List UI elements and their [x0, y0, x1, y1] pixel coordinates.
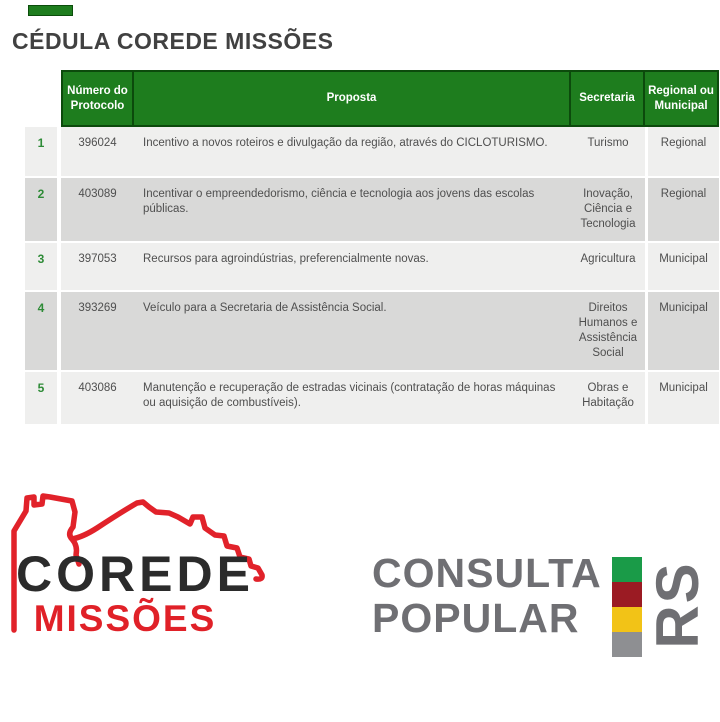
- secretaria-cell: Inovação, Ciência e Tecnologia: [571, 178, 645, 243]
- table-row: [25, 372, 719, 426]
- proposta-cell: Incentivo a novos roteiros e divulgação da região, através do CICLOTURISMO.: [134, 127, 571, 178]
- row-number-cell: 4: [25, 292, 61, 372]
- scope-cell: Municipal: [645, 243, 719, 292]
- table-row: [25, 178, 719, 243]
- bar-block-yellow: [612, 607, 642, 632]
- table-header-row: [25, 70, 719, 127]
- secretaria-cell: Agricultura: [571, 243, 645, 292]
- popular-line: POPULAR: [372, 595, 580, 642]
- consulta-popular-rs-logo: [372, 551, 714, 659]
- row-number-cell: 1: [25, 127, 61, 178]
- corede-wordmark: COREDE: [16, 546, 254, 602]
- protocol-cell: 397053: [61, 243, 134, 292]
- scope-cell: Municipal: [645, 372, 719, 426]
- proposta-cell: Incentivar o empreendedorismo, ciência e tecnologia aos jovens das escolas públicas.: [134, 178, 571, 243]
- row-number-cell: 5: [25, 372, 61, 426]
- secretaria-cell: Obras e Habitação: [571, 372, 645, 426]
- rs-flag-color-bar-icon: [612, 557, 642, 657]
- header-scope: Regional ou Municipal: [645, 70, 719, 127]
- scope-cell: Regional: [645, 127, 719, 178]
- page-title: CÉDULA COREDE MISSÕES: [12, 28, 334, 54]
- consulta-popular-wordmark: [372, 551, 602, 659]
- row-number-cell: 2: [25, 178, 61, 243]
- proposals-table: [25, 70, 719, 426]
- bar-block-green: [612, 557, 642, 582]
- scope-cell: Regional: [645, 178, 719, 243]
- rs-wordmark: RS: [643, 561, 711, 649]
- scope-cell: Municipal: [645, 292, 719, 372]
- table-row: [25, 127, 719, 178]
- corede-missoes-logo: [5, 487, 285, 652]
- protocol-cell: 403089: [61, 178, 134, 243]
- bar-block-gray: [612, 632, 642, 657]
- header-protocol: Número do Protocolo: [61, 70, 134, 127]
- secretaria-cell: Direitos Humanos e Assistência Social: [571, 292, 645, 372]
- proposta-cell: Veículo para a Secretaria de Assistência Social.: [134, 292, 571, 372]
- bar-block-red: [612, 582, 642, 607]
- protocol-cell: 403086: [61, 372, 134, 426]
- header-proposta: Proposta: [134, 70, 571, 127]
- rs-rotated-text-wrap: [642, 551, 714, 659]
- protocol-cell: 396024: [61, 127, 134, 178]
- header-blank-cell: [25, 70, 61, 127]
- row-number-cell: 3: [25, 243, 61, 292]
- green-accent-bar: [28, 5, 73, 16]
- secretaria-cell: Turismo: [571, 127, 645, 178]
- protocol-cell: 393269: [61, 292, 134, 372]
- proposta-cell: Manutenção e recuperação de estradas vicinais (contratação de horas máquinas ou aquisição de combustíveis).: [134, 372, 571, 426]
- table-row: [25, 243, 719, 292]
- consulta-line: CONSULTA: [372, 550, 602, 596]
- proposta-cell: Recursos para agroindústrias, preferencialmente novas.: [134, 243, 571, 292]
- header-secretaria: Secretaria: [571, 70, 645, 127]
- missoes-wordmark: MISSÕES: [33, 598, 217, 639]
- table-row: [25, 292, 719, 372]
